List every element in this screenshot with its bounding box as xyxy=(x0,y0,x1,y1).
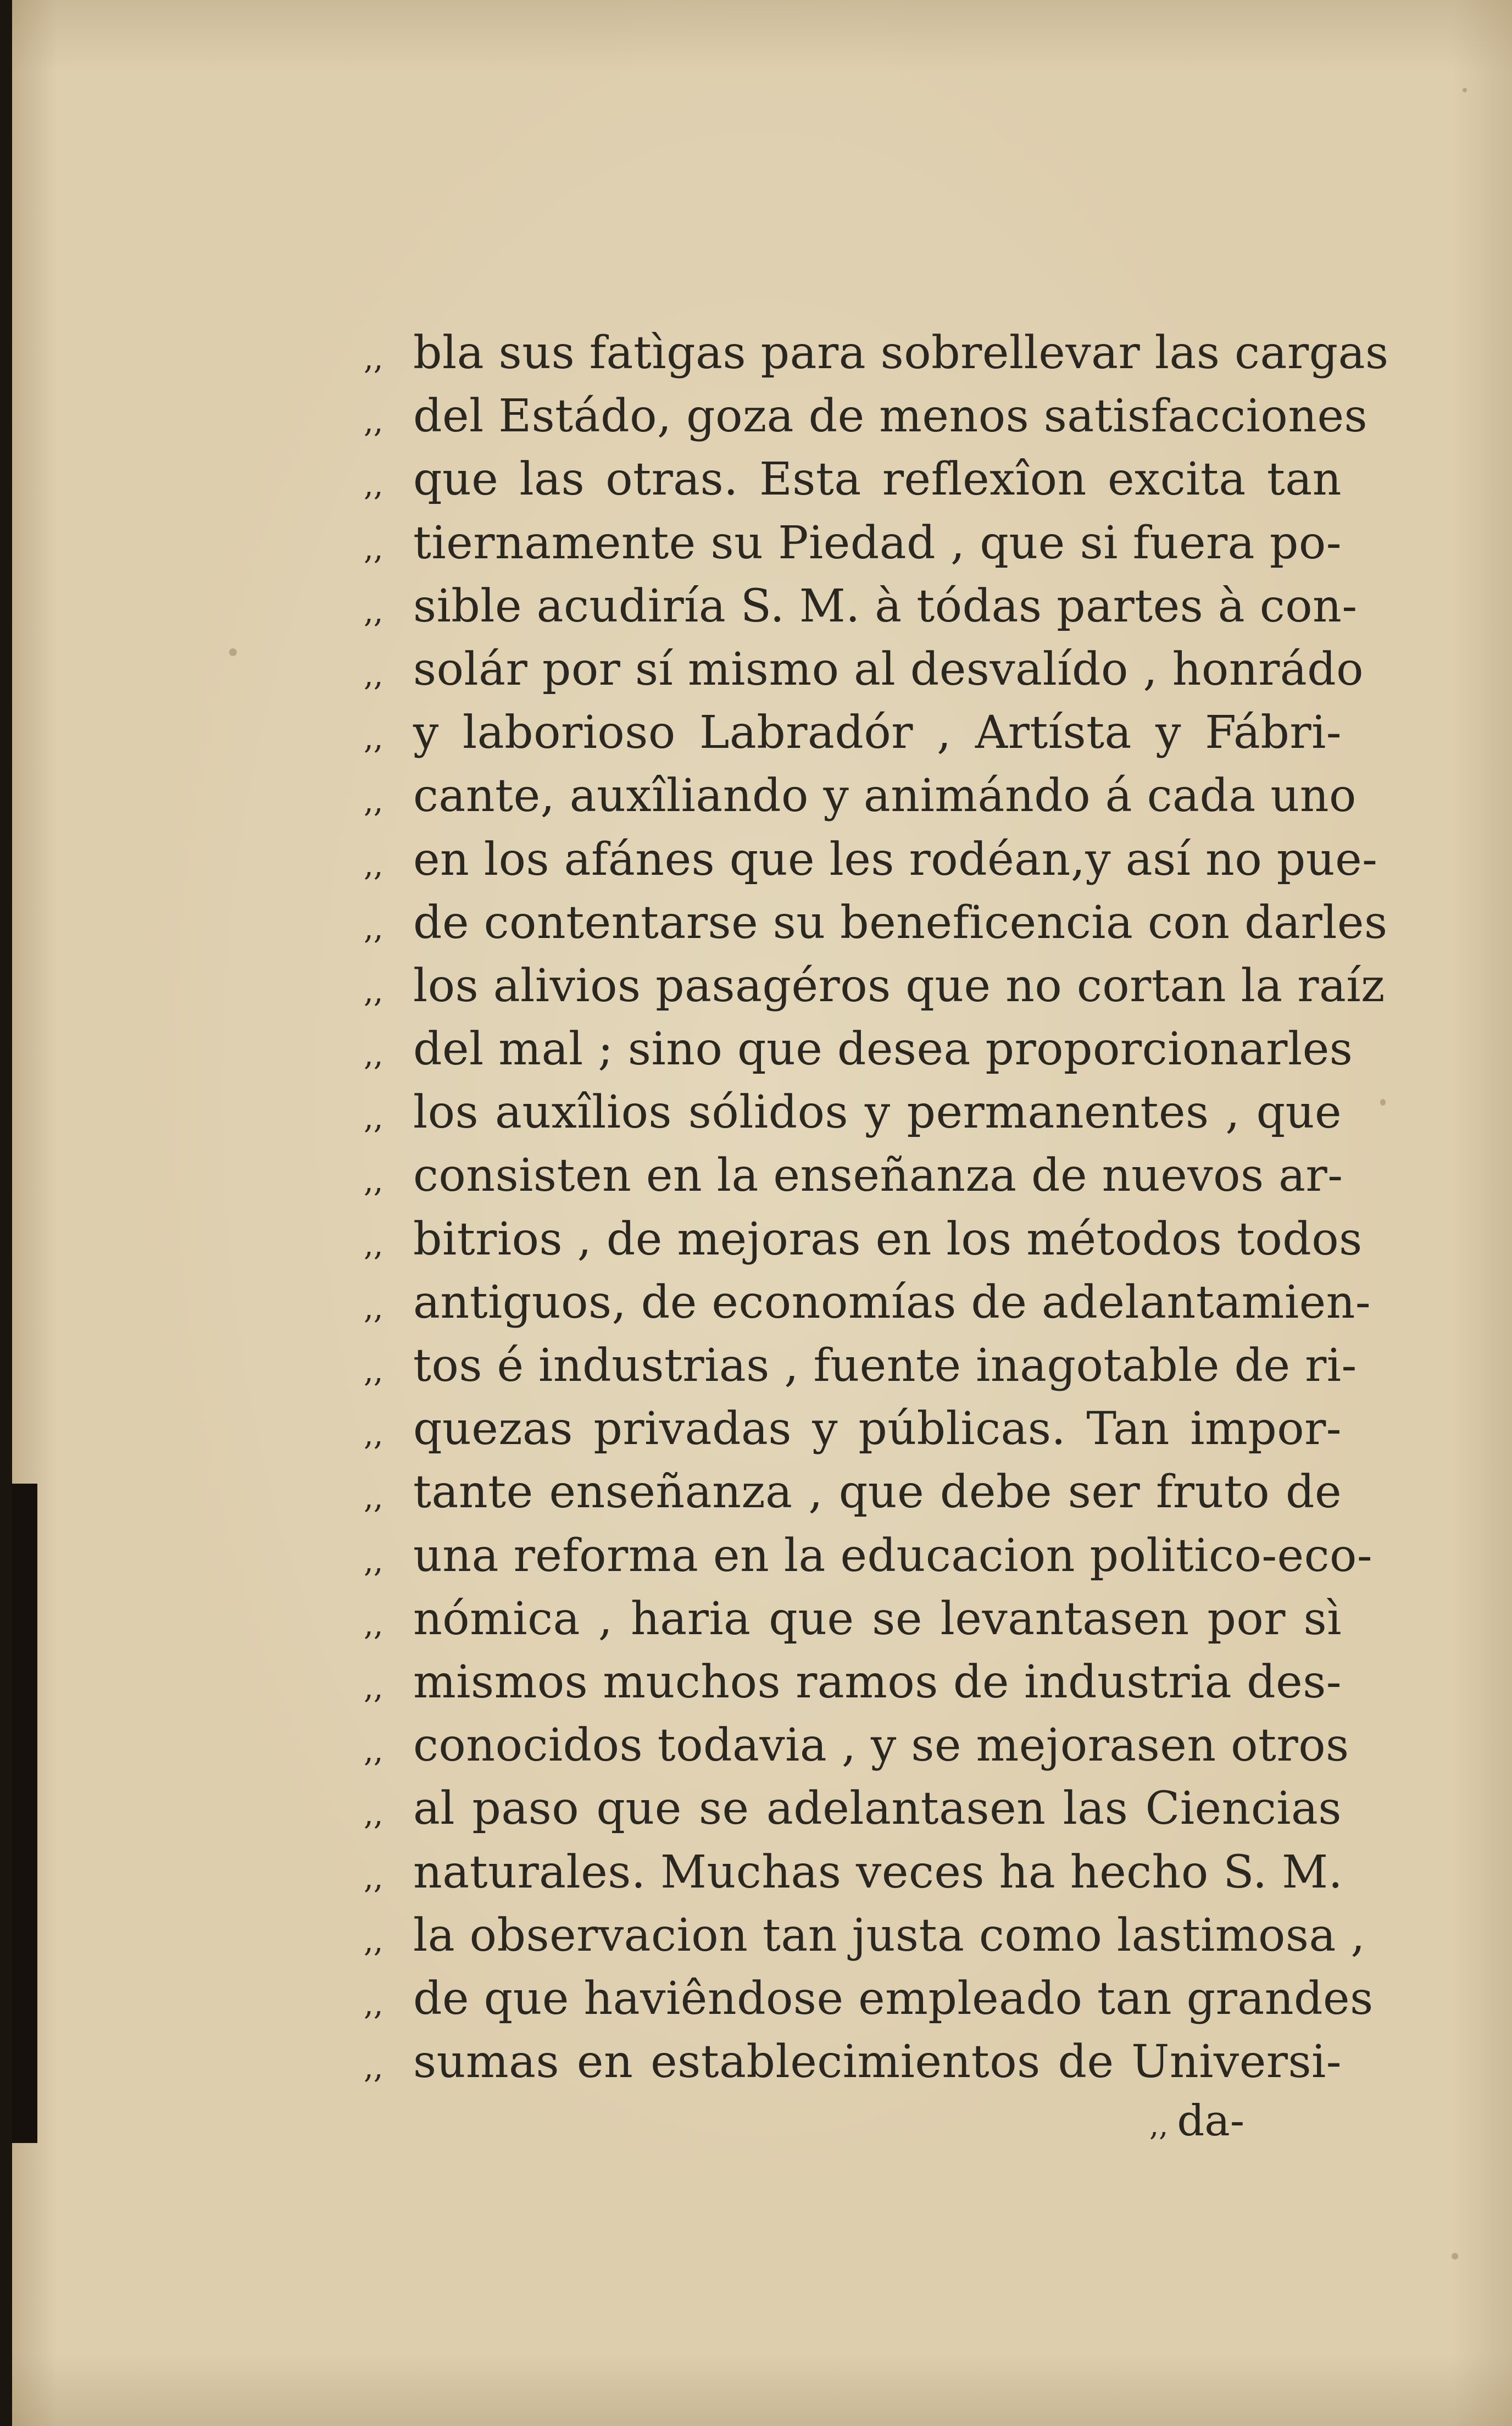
line-text: bla sus fatìgas para sobrellevar las cargas xyxy=(413,327,1389,379)
quote-mark: ,, xyxy=(364,973,383,1009)
quote-mark: ,, xyxy=(364,1669,383,1706)
text-line xyxy=(364,701,1342,764)
quote-mark: ,, xyxy=(364,1986,383,2022)
text-line xyxy=(364,828,1378,891)
line-text: tante enseñanza , que debe ser fruto de xyxy=(413,1466,1342,1519)
line-text: naturales. Muchas veces ha hecho S. M. xyxy=(413,1846,1343,1898)
line-text: bitrios , de mejoras en los métodos todos xyxy=(413,1213,1363,1265)
quote-mark: ,, xyxy=(364,1163,383,1200)
quote-mark: ,, xyxy=(364,1923,383,1959)
text-line xyxy=(364,1144,1342,1207)
line-text: una reforma en la educacion politico-eco- xyxy=(413,1529,1373,1582)
text-line xyxy=(364,385,1368,448)
quote-mark: ,, xyxy=(364,593,383,630)
quote-mark: ,, xyxy=(364,1037,383,1073)
catchword xyxy=(1149,2096,1244,2146)
text-line xyxy=(364,1461,1342,1524)
text-line xyxy=(364,1714,1349,1777)
catchword-quote-mark: ,, xyxy=(1149,2108,1169,2142)
quote-mark: ,, xyxy=(364,657,383,693)
page-edge-shadow xyxy=(12,1484,37,2143)
text-line xyxy=(364,1081,1342,1144)
text-line xyxy=(364,954,1385,1018)
line-text: la observacion tan justa como lastimosa , xyxy=(413,1909,1365,1962)
line-text: mismos muchos ramos de industria des- xyxy=(413,1656,1342,1708)
quote-mark: ,, xyxy=(364,467,383,503)
quote-mark: ,, xyxy=(364,1226,383,1263)
line-text: sumas en establecimientos de Universi- xyxy=(413,2036,1342,2089)
quote-mark: ,, xyxy=(364,1100,383,1136)
line-text: solár por sí mismo al desvalído , honrádo xyxy=(413,643,1364,696)
line-text: que las otras. Esta reflexîon excita tan xyxy=(413,453,1342,506)
line-text: al paso que se adelantasen las Ciencias xyxy=(413,1783,1342,1835)
text-line xyxy=(364,575,1358,638)
text-line xyxy=(364,512,1342,575)
quote-mark: ,, xyxy=(364,1353,383,1389)
line-text: del Estádo, goza de menos satisfacciones xyxy=(413,390,1368,443)
quote-mark: ,, xyxy=(364,1543,383,1579)
text-line xyxy=(364,1651,1342,1714)
quote-mark: ,, xyxy=(364,1859,383,1896)
quote-mark: ,, xyxy=(364,530,383,567)
quote-mark: ,, xyxy=(364,1733,383,1769)
line-text: tos é industrias , fuente inagotable de ri- xyxy=(413,1340,1357,1392)
text-line xyxy=(364,1397,1342,1461)
text-line xyxy=(364,1208,1363,1271)
text-line xyxy=(364,1524,1373,1587)
text-line xyxy=(364,1904,1365,1967)
text-line xyxy=(364,1967,1374,2030)
text-line xyxy=(364,1334,1357,1397)
text-line xyxy=(364,2030,1342,2094)
line-text: de que haviêndose empleado tan grandes xyxy=(413,1972,1374,2025)
text-line xyxy=(364,1841,1342,1904)
text-line xyxy=(364,638,1364,701)
quote-mark: ,, xyxy=(364,1290,383,1326)
stain-mark xyxy=(1452,2253,1458,2260)
text-line xyxy=(364,321,1389,385)
line-text: de contentarse su beneficencia con darles xyxy=(413,896,1388,949)
quote-mark: ,, xyxy=(364,1417,383,1453)
quote-mark: ,, xyxy=(364,1796,383,1833)
book-page xyxy=(12,0,1512,2426)
text-line xyxy=(364,764,1357,828)
text-line xyxy=(364,448,1342,511)
text-line xyxy=(364,1777,1342,1840)
text-line xyxy=(364,1587,1342,1651)
stain-mark xyxy=(229,648,237,656)
quote-mark: ,, xyxy=(364,341,383,376)
quote-mark: ,, xyxy=(364,720,383,757)
line-text: y laborioso Labradór , Artísta y Fábri- xyxy=(413,707,1342,759)
quote-mark: ,, xyxy=(364,847,383,883)
line-text: del mal ; sino que desea proporcionarles xyxy=(413,1023,1353,1076)
line-text: tiernamente su Piedad , que si fuera po- xyxy=(413,517,1342,569)
quote-mark: ,, xyxy=(364,1480,383,1516)
line-text: cante, auxîliando y animándo á cada uno xyxy=(413,770,1357,823)
line-text: en los afánes que les rodéan,y así no pue- xyxy=(413,833,1378,886)
line-text: antiguos, de economías de adelantamien- xyxy=(413,1276,1371,1329)
stain-mark xyxy=(1380,1099,1386,1106)
quote-mark: ,, xyxy=(364,404,383,440)
catchword-text: da- xyxy=(1177,2096,1245,2146)
quote-mark: ,, xyxy=(364,2050,383,2086)
text-line xyxy=(364,1271,1371,1334)
line-text: los alivios pasagéros que no cortan la raíz xyxy=(413,959,1385,1012)
line-text: los auxîlios sólidos y permanentes , que xyxy=(413,1086,1342,1139)
line-text: conocidos todavia , y se mejorasen otros xyxy=(413,1719,1349,1772)
line-text: sible acudiría S. M. à tódas partes à con- xyxy=(413,580,1358,632)
quote-mark: ,, xyxy=(364,910,383,946)
line-text: quezas privadas y públicas. Tan impor- xyxy=(413,1403,1342,1456)
text-line xyxy=(364,891,1388,954)
line-text: consisten en la enseñanza de nuevos ar- xyxy=(413,1150,1343,1202)
stain-mark xyxy=(1463,88,1467,92)
quote-mark: ,, xyxy=(364,1606,383,1642)
text-line xyxy=(364,1018,1353,1081)
quote-mark: ,, xyxy=(364,784,383,820)
line-text: nómica , haria que se levantasen por sì xyxy=(413,1592,1342,1645)
body-text xyxy=(364,321,1389,2094)
